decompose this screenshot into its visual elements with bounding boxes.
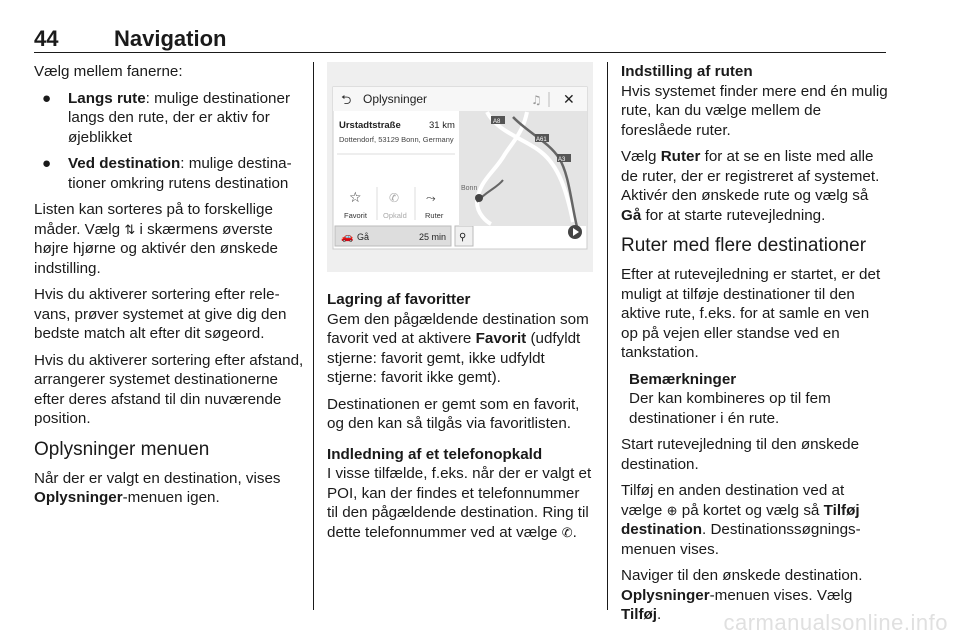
car-icon: 🚗 [341, 232, 354, 243]
favorites-paragraph: Gem den pågældende destination som favorit ved at aktivere Favorit (udfyldt stjerne: favorit gemt, ikke udfyldt stjerne: favorit ikke gemt). [327, 310, 589, 386]
phone-icon: ✆ [561, 524, 573, 540]
page-number: 44 [34, 26, 59, 51]
page-header [34, 26, 886, 53]
note-box [621, 370, 889, 429]
go-time: 25 min [419, 232, 447, 242]
distance-value: 31 km [429, 120, 455, 131]
map-city-label: Bonn [461, 185, 478, 192]
favorite-button-label: Favorit [344, 211, 367, 220]
navigation-screenshot [327, 62, 593, 272]
close-icon: ✕ [563, 92, 575, 108]
road-label-b: A61 [536, 137, 547, 143]
street-name: Urstadtstraße [339, 120, 401, 131]
multi-paragraph-4: Naviger til den ønskede destination. Oplysninger-menuen vises. Vælg Tilføj. [621, 567, 863, 623]
routes-icon: ⤳ [426, 191, 436, 205]
column-divider [313, 62, 314, 610]
multi-paragraph-2: Start rutevejledning til den ønskede destination. [621, 436, 860, 473]
column-left [34, 62, 304, 515]
distance-paragraph: Hvis du aktiverer sortering efter afstand, arrangerer systemet destinationerne efter deres afstand til din nuværende position. [34, 351, 304, 427]
heading-save-favorites: Lagring af favoritter [327, 291, 471, 308]
note-title: Bemærkninger [629, 370, 737, 388]
column-right [621, 62, 889, 632]
bullet-dot-icon: ● [42, 155, 52, 172]
route-paragraph-2: Vælg Ruter for at se en liste med alle de ruter, der er registreret af systemet. Aktivér den ønskede rute og vælg så Gå for at starte rutevejledning. [621, 148, 880, 224]
star-icon: ☆ [349, 190, 362, 206]
bullet-dot-icon: ● [42, 89, 52, 107]
multi-paragraph-1: Efter at rutevejledning er startet, er det muligt at tilføje destinationer til den aktive rute, f.eks. for at samle en ven op på vejen eller standse ved en tankstation. [621, 266, 881, 361]
info-menu-paragraph: Når der er valgt en destination, vises Oplysninger-menuen igen. [34, 469, 281, 506]
screen-title: Oplysninger [363, 92, 428, 106]
heading-info-menu: Oplysninger menuen [34, 438, 210, 460]
heading-multi-destination: Ruter med flere destinationer [621, 235, 867, 256]
section-title: Navigation [114, 26, 227, 51]
intro-text: Vælg mellem fanerne: [34, 63, 183, 80]
route-paragraph-1: Hvis systemet finder mere end én mulig rute, kan du vælge mellem de foreslåede ruter. [621, 82, 888, 139]
note-text: Der kan kombineres op til fem destinationer i én rute. [629, 390, 831, 427]
routes-button-label: Ruter [425, 211, 444, 220]
phone-icon: ✆ [389, 191, 400, 205]
heading-route-setting: Indstilling af ruten [621, 63, 753, 80]
column-middle [327, 62, 593, 549]
sort-paragraph: Listen kan sorteres på to forskellige måder. Vælg ⇅ i skærmens øverste højre hjørne og aktivér den ønskede indstilling. [34, 201, 278, 277]
bullet-along-route: ● Langs rute: mulige destinationer langs den rute, der er aktiv for øjeblikket [42, 89, 291, 146]
bullet-at-destination: ● Ved destination: mulige destinationer omkring rutens destination [42, 155, 292, 192]
go-label: Gå [357, 232, 370, 242]
favorites-paragraph-2: Destinationen er gemt som en favorit, og den kan så tilgås via favoritlisten. [327, 395, 580, 432]
road-label-c: A3 [558, 157, 566, 163]
destination-marker-icon [475, 194, 483, 202]
watermark: carmanualsonline.info [723, 610, 948, 635]
column-divider [607, 62, 608, 610]
back-icon: ⮌ [341, 93, 352, 108]
pin-icon: ⚲ [459, 232, 467, 243]
multi-paragraph-3: Tilføj en anden destination ved at vælge ⊕ på kortet og vælg så Tilføj destination. Destinationssøgningsmenuen vises. [621, 482, 861, 558]
address-text: Dottendorf, 53129 Bonn, Germany [339, 135, 454, 144]
music-icon: ♫ [531, 93, 542, 107]
phone-call-paragraph: I visse tilfælde, f.eks. når der er valgt et POI, kan der findes et telefonnummer til den pågældende destination. Ring til dette telefonnummer ved at vælge ✆. [327, 465, 592, 541]
road-label-a: A8 [493, 119, 501, 125]
call-button-label: Opkald [383, 211, 407, 220]
relevance-paragraph: Hvis du aktiverer sortering efter relevans, prøver systemet at give dig den bedste match alt efter dit søgeord. [34, 286, 287, 342]
crosshair-icon: ⊕ [666, 502, 678, 518]
heading-phone-call: Indledning af et telefonopkald [327, 445, 543, 463]
sort-arrows-icon: ⇅ [124, 221, 136, 237]
